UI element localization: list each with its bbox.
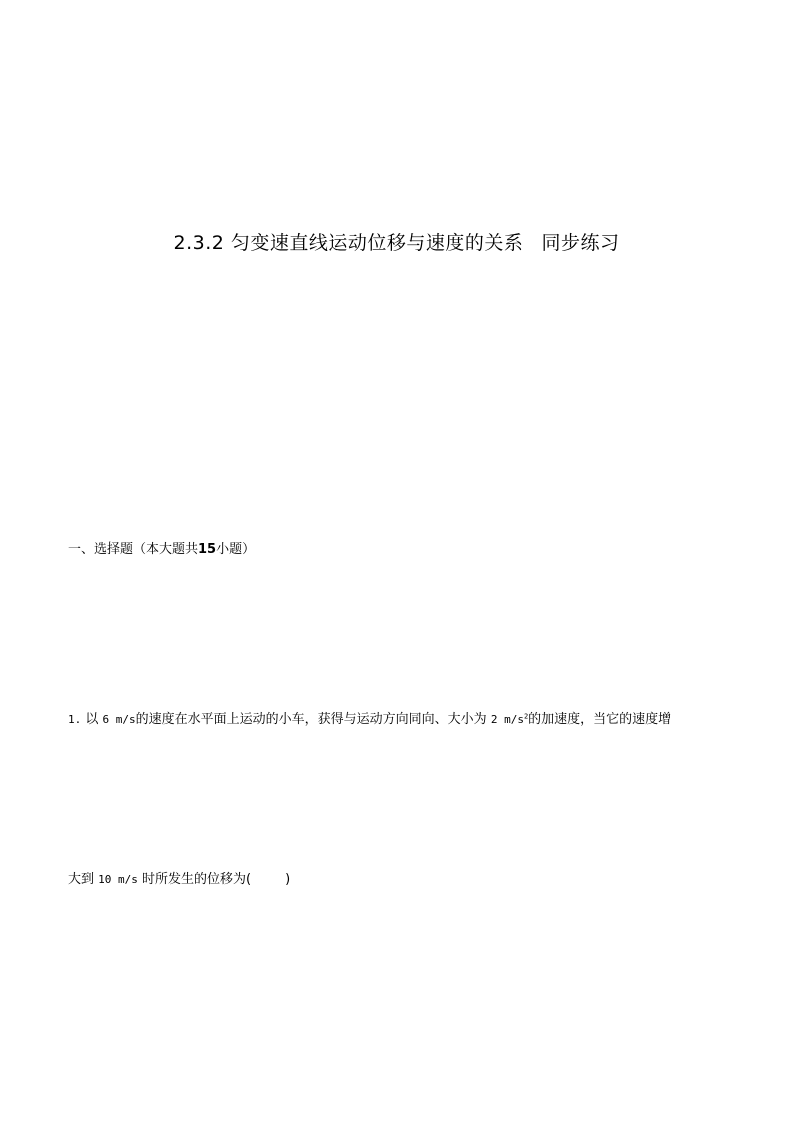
section-heading	[68, 538, 255, 557]
question-1-line-2	[68, 868, 290, 887]
question-number: 1.	[68, 713, 82, 726]
acceleration	[491, 713, 528, 726]
section-prefix: 一、选择题（本大题共	[68, 542, 199, 557]
section-count: 15	[198, 542, 217, 557]
document-title	[0, 228, 793, 255]
question-text: 的加速度，当它的速度增	[528, 712, 672, 727]
title-sub: 同步练习	[541, 232, 620, 254]
initial-velocity: 6 m/s	[102, 713, 136, 726]
question-text: 时所发生的位移为(	[142, 872, 252, 887]
acceleration-value: 2 m/s	[490, 713, 524, 726]
question-text: )	[285, 872, 291, 887]
acceleration-exponent: 2	[523, 712, 529, 721]
question-text: 大到	[68, 872, 95, 887]
section-suffix: 小题）	[216, 542, 256, 557]
question-text: 以	[85, 712, 99, 727]
question-1-line-1	[68, 708, 671, 727]
title-main: 2.3.2 匀变速直线运动位移与速度的关系	[173, 232, 524, 254]
question-text: 的速度在水平面上运动的小车，获得与运动方向同向、大小为	[135, 712, 487, 727]
final-velocity: 10 m/s	[98, 873, 138, 886]
